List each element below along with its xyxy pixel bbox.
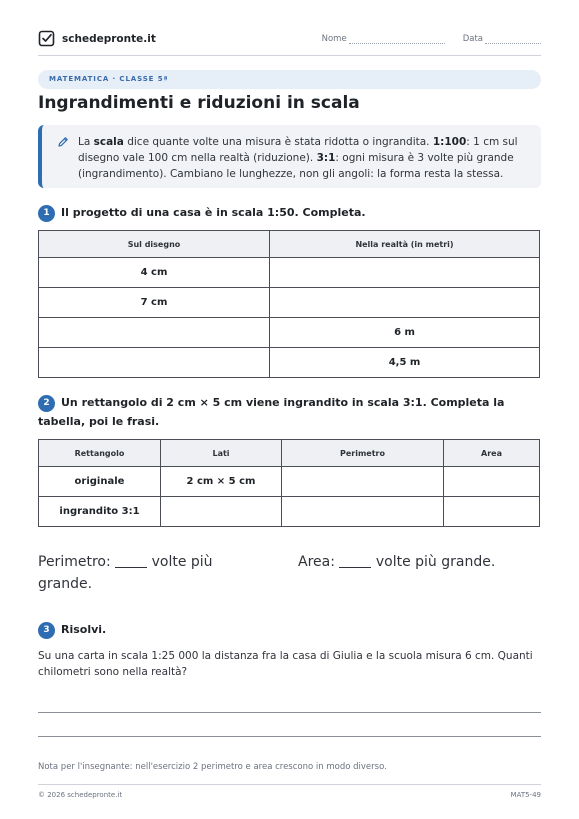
- name-field[interactable]: [322, 34, 445, 44]
- perimeter-blank[interactable]: [115, 554, 147, 568]
- column-header: Area: [444, 440, 540, 467]
- answer-cell[interactable]: [282, 467, 444, 497]
- site-name: schedepronte.it: [62, 32, 156, 45]
- table-cell: originale: [39, 467, 161, 497]
- column-header: Nella realtà (in metri): [270, 231, 540, 258]
- exercise-1-heading: [38, 203, 541, 222]
- scale-table: [38, 230, 540, 378]
- column-header: Lati: [161, 440, 282, 467]
- answer-cell[interactable]: [39, 348, 270, 378]
- info-box: [38, 125, 541, 188]
- exercise-number: 2: [38, 395, 55, 412]
- page-header: [38, 28, 541, 56]
- table-row: [39, 288, 540, 318]
- answer-cell[interactable]: [39, 318, 270, 348]
- footer-copyright: © 2026 schedepronte.it: [38, 791, 123, 799]
- table-header-row: [39, 440, 540, 467]
- answer-cell[interactable]: [444, 497, 540, 527]
- student-fields: [322, 34, 541, 44]
- table-cell: 6 m: [270, 318, 540, 348]
- table-row: [39, 497, 540, 527]
- table-row: [39, 258, 540, 288]
- site-logo: [38, 30, 156, 47]
- exercise-number: 1: [38, 205, 55, 222]
- problem-text: Su una carta in scala 1:25 000 la distanza fra la casa di Giulia e la scuola misura 6 cm. Quanti chilometri sono nella realtà?: [38, 650, 533, 678]
- page-title: Ingrandimenti e riduzioni in scala: [38, 93, 360, 113]
- table-cell: ingrandito 3:1: [39, 497, 161, 527]
- answer-cell[interactable]: [270, 258, 540, 288]
- exercise-number: 3: [38, 622, 55, 639]
- table-cell: 4 cm: [39, 258, 270, 288]
- answer-cell[interactable]: [444, 467, 540, 497]
- subject-tag: MATEMATICA · CLASSE 5ª: [38, 70, 541, 89]
- exercise-3-heading: [38, 620, 541, 639]
- perimeter-sentence: Perimetro: volte più grande.: [38, 554, 213, 592]
- answer-cell[interactable]: [161, 497, 282, 527]
- answer-cell[interactable]: [282, 497, 444, 527]
- answer-line[interactable]: [38, 736, 541, 737]
- name-blank[interactable]: [349, 36, 445, 44]
- date-label: Data: [462, 34, 483, 44]
- exercise-2-heading: [38, 393, 541, 431]
- checkbox-logo-icon: [38, 30, 55, 47]
- table-row: [39, 318, 540, 348]
- area-sentence: Area: volte più grande.: [298, 554, 496, 570]
- footer-code: MAT5-49: [510, 791, 541, 799]
- exercise-text: Risolvi.: [61, 623, 107, 636]
- table-row: [39, 348, 540, 378]
- column-header: Rettangolo: [39, 440, 161, 467]
- table-header-row: [39, 231, 540, 258]
- column-header: Perimetro: [282, 440, 444, 467]
- exercise-text: Il progetto di una casa è in scala 1:50. Completa.: [61, 206, 366, 219]
- answer-line[interactable]: [38, 712, 541, 713]
- answer-cell[interactable]: [270, 288, 540, 318]
- footer-divider: [38, 784, 541, 785]
- pencil-icon: [57, 136, 69, 148]
- teacher-note: Nota per l'insegnante: nell'esercizio 2 perimetro e area crescono in modo diverso.: [38, 762, 387, 772]
- area-blank[interactable]: [339, 554, 371, 568]
- table-row: [39, 467, 540, 497]
- table-cell: 4,5 m: [270, 348, 540, 378]
- table-cell: 2 cm × 5 cm: [161, 467, 282, 497]
- table-cell: 7 cm: [39, 288, 270, 318]
- name-label: Nome: [321, 34, 347, 44]
- info-text: La scala dice quante volte una misura è stata ridotta o ingrandita. 1:100: 1 cm sul disegno vale 100 cm nella realtà (riduzione). 3:1: ogni misura è 3 volte più grande (ingrandimento). Cambiano le lunghezze, non gli angoli: la forma resta la stessa.: [78, 136, 518, 180]
- exercise-text: Un rettangolo di 2 cm × 5 cm viene ingrandito in scala 3:1. Completa la tabella, poi le frasi.: [38, 396, 505, 428]
- date-blank[interactable]: [485, 36, 541, 44]
- column-header: Sul disegno: [39, 231, 270, 258]
- rectangle-table: [38, 439, 540, 527]
- date-field[interactable]: [463, 34, 541, 44]
